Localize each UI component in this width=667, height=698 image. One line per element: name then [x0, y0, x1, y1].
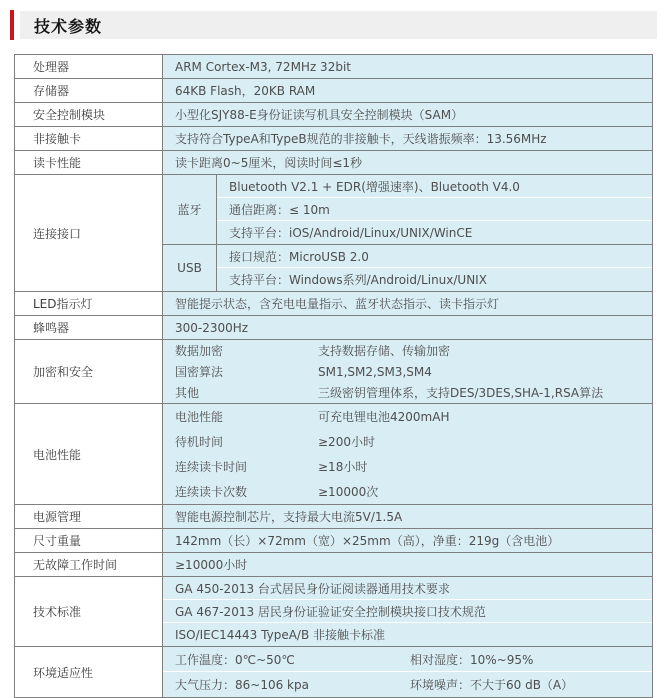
- sub-label: 国密算法: [175, 365, 224, 379]
- red-accent-bar: [10, 10, 14, 40]
- interface-type-label: 蓝牙: [163, 175, 217, 244]
- spec-value: 智能电源控制芯片，支持最大电流5V/1.5A: [163, 505, 652, 528]
- battery-item: [163, 404, 652, 429]
- spec-value: Bluetooth V2.1 + EDR(增强速率)、Bluetooth V4.0: [217, 175, 652, 198]
- spec-label: 存储器: [15, 79, 163, 102]
- spec-row-contactless-card: [15, 127, 652, 151]
- spec-row-standards: [15, 577, 652, 647]
- env-value: 大气压力：86~106 kpa: [175, 678, 309, 692]
- standards-detail: [163, 577, 652, 646]
- spec-label: LED指示灯: [15, 292, 163, 315]
- section-header-strip: [20, 11, 657, 39]
- sub-value: 三级密钥管理体系，支持DES/3DES,SHA-1,RSA算法: [318, 386, 604, 400]
- encryption-item: [163, 382, 652, 403]
- spec-row-buzzer: [15, 316, 652, 340]
- spec-label: 无故障工作时间: [15, 553, 163, 576]
- spec-label: 读卡性能: [15, 151, 163, 174]
- spec-value: 智能提示状态，含充电电量指示、蓝牙状态指示、读卡指示灯: [163, 292, 652, 315]
- environment-detail: [163, 647, 652, 697]
- connection-group-usb: [163, 245, 652, 291]
- sub-value: ≥18小时: [318, 460, 368, 474]
- env-value: 相对湿度：10%~95%: [410, 652, 534, 667]
- sub-label: 电池性能: [175, 410, 224, 424]
- interface-type-label: USB: [163, 245, 217, 291]
- spec-row-environment: [15, 647, 652, 697]
- spec-value: 300-2300Hz: [163, 316, 652, 339]
- standard-item: ISO/IEC14443 TypeA/B 非接触卡标准: [175, 628, 385, 642]
- sub-value: ≥10000次: [318, 485, 379, 499]
- spec-row-memory: [15, 79, 652, 103]
- encryption-item: [163, 340, 652, 361]
- spec-row-battery: [15, 404, 652, 505]
- battery-item: [163, 479, 652, 504]
- spec-value: 通信距离：≤ 10m: [217, 198, 652, 221]
- spec-label: 环境适应性: [15, 647, 163, 697]
- spec-row-dimensions: [15, 529, 652, 553]
- spec-label: 电池性能: [15, 404, 163, 504]
- standard-item: GA 467-2013 居民身份证验证安全控制模块接口技术规范: [163, 600, 652, 623]
- sub-label: 连续读卡时间: [175, 460, 248, 474]
- spec-value: 小型化SJY88-E身份证读写机具安全控制模块（SAM）: [163, 103, 652, 126]
- sub-value: 支持数据存储、传输加密: [318, 344, 451, 358]
- sub-value: 可充电锂电池4200mAH: [318, 410, 450, 424]
- encryption-item: [163, 361, 652, 382]
- sub-label: 其他: [175, 386, 200, 400]
- spec-row-connection: [15, 175, 652, 292]
- bluetooth-lines: [217, 175, 652, 244]
- sub-label: 数据加密: [175, 344, 224, 358]
- spec-value: 接口规范：MicroUSB 2.0: [217, 245, 652, 268]
- section-header: [0, 10, 667, 40]
- spec-label: 连接接口: [15, 175, 163, 291]
- sub-value: SM1,SM2,SM3,SM4: [318, 364, 432, 379]
- spec-row-security-module: [15, 103, 652, 127]
- usb-lines: [217, 245, 652, 291]
- spec-value: 64KB Flash，20KB RAM: [163, 79, 652, 102]
- spec-label: 电源管理: [15, 505, 163, 528]
- sub-label: 连续读卡次数: [175, 485, 248, 499]
- spec-row-encryption: [15, 340, 652, 404]
- connection-group-bluetooth: [163, 175, 652, 245]
- page-title: 技术参数: [34, 16, 103, 36]
- connection-detail: [163, 175, 652, 291]
- spec-row-reading-performance: [15, 151, 652, 175]
- spec-value: ≥10000小时: [163, 553, 652, 576]
- spec-label: 尺寸重量: [15, 529, 163, 552]
- spec-value: 支持平台：iOS/Android/Linux/UNIX/WinCE: [229, 226, 473, 240]
- battery-item: [163, 429, 652, 454]
- spec-row-mtbf: [15, 553, 652, 577]
- spec-row-processor: [15, 55, 652, 79]
- spec-row-led: [15, 292, 652, 316]
- battery-detail: [163, 404, 652, 504]
- spec-row-power: [15, 505, 652, 529]
- sub-value: ≥200小时: [318, 435, 375, 449]
- standard-item: GA 450-2013 台式居民身份证阅读器通用技术要求: [163, 577, 652, 600]
- environment-row: [163, 647, 652, 672]
- encryption-detail: [163, 340, 652, 403]
- env-value: 工作温度：0℃~50℃: [175, 652, 295, 667]
- spec-label: 蜂鸣器: [15, 316, 163, 339]
- spec-label: 技术标准: [15, 577, 163, 646]
- spec-label: 处理器: [15, 55, 163, 78]
- environment-row: [163, 672, 652, 697]
- spec-label: 加密和安全: [15, 340, 163, 403]
- battery-item: [163, 454, 652, 479]
- spec-value: ARM Cortex-M3, 72MHz 32bit: [163, 55, 652, 78]
- spec-value: 142mm（长）×72mm（宽）×25mm（高），净重：219g（含电池）: [163, 529, 652, 552]
- env-value: 环境噪声：不大于60 dB（A）: [410, 678, 574, 692]
- spec-label: 非接触卡: [15, 127, 163, 150]
- sub-label: 待机时间: [175, 435, 224, 449]
- spec-value: 读卡距离0~5厘米，阅读时间≤1秒: [163, 151, 652, 174]
- spec-value: 支持平台：Windows系列/Android/Linux/UNIX: [229, 273, 487, 287]
- spec-value: 支持符合TypeA和TypeB规范的非接触卡，天线谐振频率：13.56MHz: [163, 127, 652, 150]
- spec-table: [14, 54, 653, 698]
- spec-label: 安全控制模块: [15, 103, 163, 126]
